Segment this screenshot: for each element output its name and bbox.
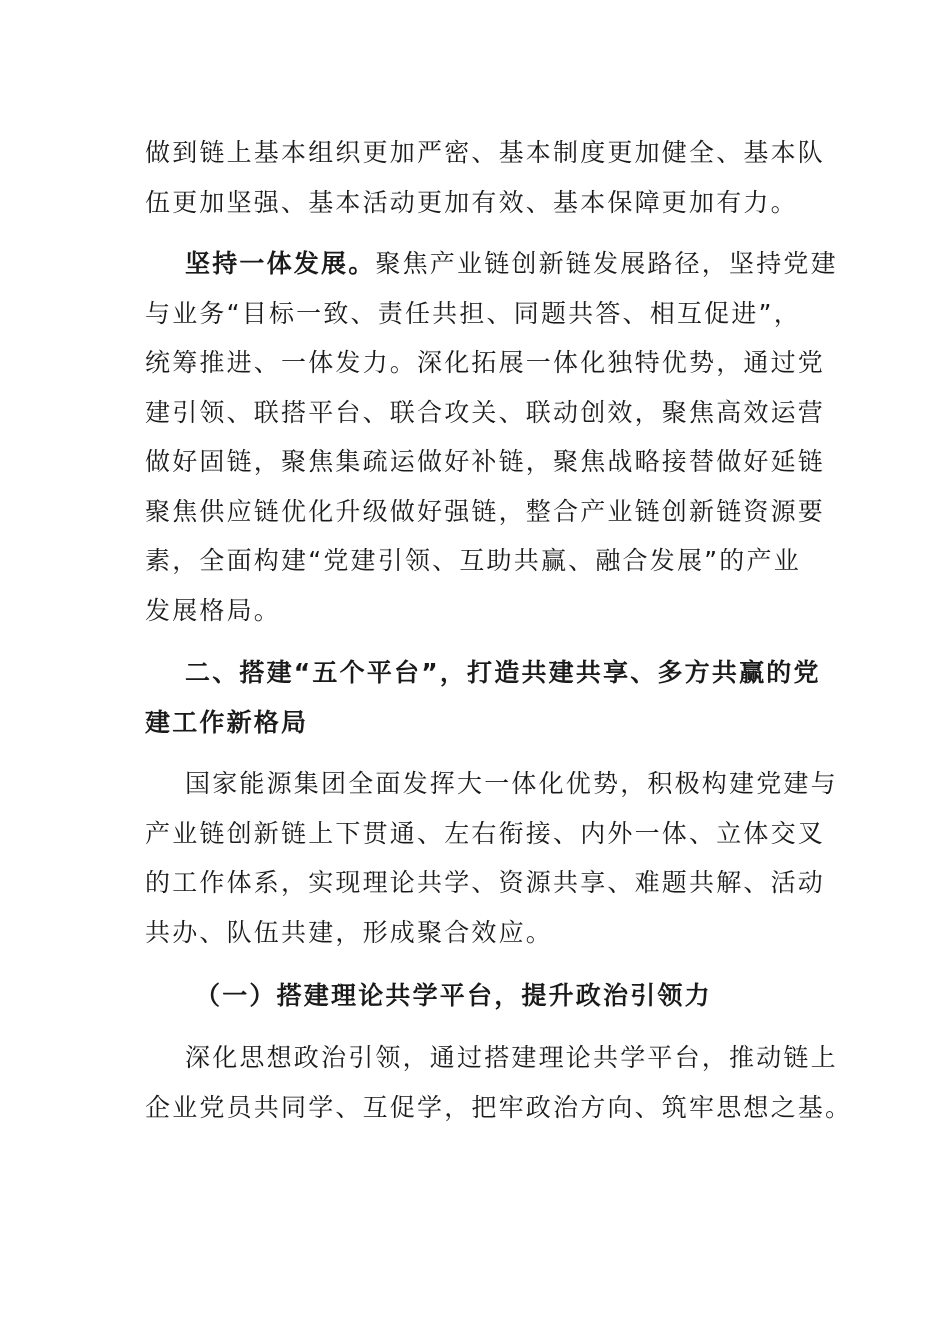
paragraph-line: 发展格局。 — [145, 595, 282, 625]
paragraph-integrated-development — [145, 239, 838, 635]
subheading-line: （一）搭建理论共学平台，提升政治引领力 — [195, 981, 712, 1010]
heading-line: 建工作新格局 — [145, 707, 309, 737]
paragraph-line: 聚焦供应链优化升级做好强链，整合产业链创新链资源要 — [145, 496, 826, 526]
paragraph-first-line-text: 聚焦产业链创新链发展路径，坚持党建 — [375, 249, 838, 278]
paragraph-line: 产业链创新链上下贯通、左右衔接、内外一体、立体交叉 — [145, 818, 826, 848]
paragraph-five-platforms — [145, 759, 838, 957]
paragraph-line: 建引领、联搭平台、联合攻关、联动创效，聚焦高效运营 — [145, 397, 826, 427]
paragraph-line: 与业务“目标一致、责任共担、同题共答、相互促进”， — [145, 298, 801, 328]
paragraph-theory-learning — [145, 1033, 853, 1132]
paragraph-continuation — [145, 128, 826, 227]
paragraph-lead-bold: 坚持一体发展。 — [185, 249, 376, 278]
subsection-heading — [145, 971, 805, 1021]
paragraph-line: 国家能源集团全面发挥大一体化优势，积极构建党建与 — [185, 769, 838, 798]
paragraph-line: 素，全面构建“党建引领、互助共赢、融合发展”的产业 — [145, 546, 801, 575]
paragraph-line: 统筹推进、一体发力。深化拓展一体化独特优势，通过党 — [145, 348, 826, 377]
paragraph-line: 伍更加坚强、基本活动更加有效、基本保障更加有力。 — [145, 187, 798, 217]
paragraph-line: 企业党员共同学、互促学，把牢政治方向、筑牢思想之基。 — [145, 1092, 853, 1122]
paragraph-line: 做到链上基本组织更加严密、基本制度更加健全、基本队 — [145, 138, 826, 167]
heading-line: 二、搭建“五个平台”，打造共建共享、多方共赢的党 — [185, 658, 821, 687]
paragraph-line: 的工作体系，实现理论共学、资源共享、难题共解、活动 — [145, 868, 826, 897]
paragraph-first-line — [145, 239, 838, 289]
section-heading — [145, 648, 821, 747]
paragraph-line: 做好固链，聚焦集疏运做好补链，聚焦战略接替做好延链 — [145, 447, 826, 476]
paragraph-line: 共办、队伍共建，形成聚合效应。 — [145, 917, 554, 947]
paragraph-line: 深化思想政治引领，通过搭建理论共学平台，推动链上 — [185, 1043, 838, 1072]
